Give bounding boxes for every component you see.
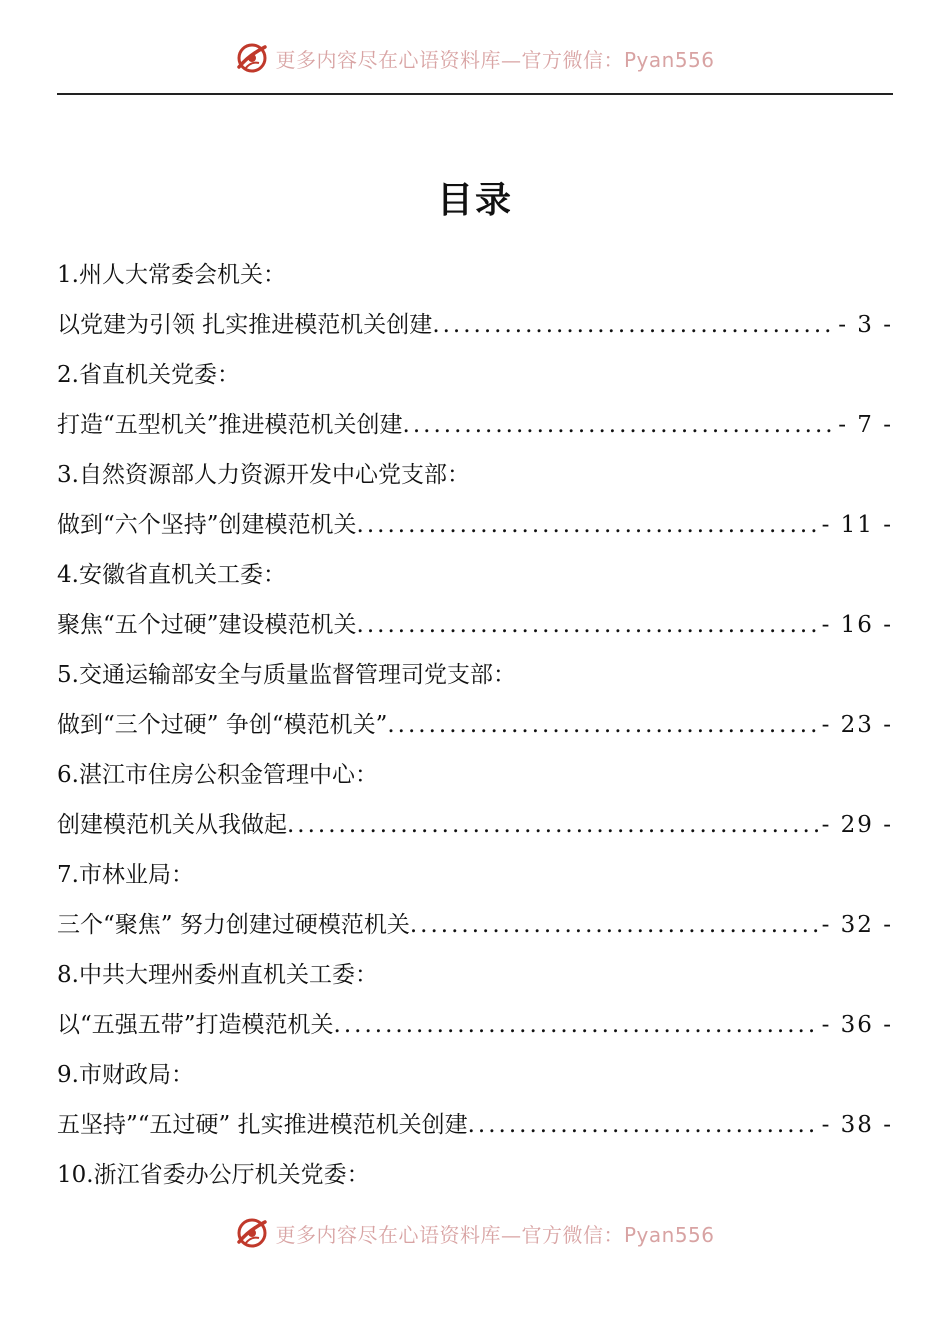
toc-page-number: - 11 -	[821, 512, 893, 538]
toc-heading: 3.自然资源部人力资源开发中心党支部：	[57, 462, 470, 488]
toc-leader-dots	[410, 900, 818, 950]
toc-entry[interactable]	[57, 700, 893, 750]
toc-heading: 5.交通运输部安全与质量监督管理司党支部：	[57, 662, 516, 688]
toc-heading: 10.浙江省委办公厅机关党委：	[57, 1162, 370, 1188]
toc-entry-title: 聚焦“五个过硬”建设模范机关	[57, 612, 357, 638]
toc-entry-title: 三个“聚焦” 努力创建过硬模范机关	[57, 912, 410, 938]
toc-heading: 9.市财政局：	[57, 1062, 194, 1088]
toc-leader-dots	[287, 800, 818, 850]
header-divider	[57, 93, 893, 95]
toc-heading: 8.中共大理州委州直机关工委：	[57, 962, 378, 988]
table-of-contents	[57, 250, 893, 1200]
toc-heading: 1.州人大常委会机关：	[57, 262, 286, 288]
toc-heading: 6.湛江市住房公积金管理中心：	[57, 762, 378, 788]
toc-leader-dots	[387, 700, 817, 750]
toc-entry-title: 打造“五型机关”推进模范机关创建	[57, 412, 403, 438]
toc-leader-dots	[432, 300, 834, 350]
toc-heading: 7.市林业局：	[57, 862, 194, 888]
toc-heading: 4.安徽省直机关工委：	[57, 562, 286, 588]
toc-leader-dots	[403, 400, 835, 450]
toc-entry[interactable]	[57, 1100, 893, 1150]
toc-entry-title: 做到“六个坚持”创建模范机关	[57, 512, 357, 538]
toc-entry-title: 以“五强五带”打造模范机关	[57, 1012, 334, 1038]
header-banner-text	[275, 44, 714, 73]
toc-entry-title: 做到“三个过硬” 争创“模范机关”	[57, 712, 388, 738]
toc-page-number: - 7 -	[838, 412, 893, 438]
toc-page-number: - 29 -	[821, 812, 893, 838]
footer-banner-id: Pyan556	[623, 1222, 715, 1247]
toc-entry[interactable]	[57, 800, 893, 850]
footer-banner-text	[275, 1219, 714, 1248]
toc-leader-dots	[357, 600, 818, 650]
toc-entry[interactable]	[57, 600, 893, 650]
toc-entry-title: 创建模范机关从我做起	[57, 812, 287, 838]
header-banner-id: Pyan556	[623, 47, 715, 72]
toc-page-number: - 3 -	[838, 312, 893, 338]
toc-page-number: - 32 -	[821, 912, 893, 938]
toc-page-number: - 16 -	[821, 612, 893, 638]
toc-entry[interactable]	[57, 900, 893, 950]
toc-entry[interactable]	[57, 400, 893, 450]
toc-page-number: - 38 -	[821, 1112, 893, 1138]
toc-heading: 2.省直机关党委：	[57, 362, 240, 388]
toc-leader-dots	[334, 1000, 818, 1050]
toc-leader-dots	[357, 500, 818, 550]
brush-logo-icon	[235, 41, 269, 75]
page-title: 目录	[436, 179, 513, 221]
toc-entry[interactable]	[57, 1000, 893, 1050]
toc-leader-dots	[468, 1100, 818, 1150]
toc-entry[interactable]	[57, 300, 893, 350]
toc-page-number: - 36 -	[821, 1012, 893, 1038]
toc-entry[interactable]	[57, 500, 893, 550]
header-banner-label: 更多内容尽在心语资料库—官方微信：	[275, 47, 624, 72]
toc-entry-title: 五坚持”“五过硬” 扎实推进模范机关创建	[57, 1112, 468, 1138]
footer-banner	[0, 1213, 950, 1253]
toc-page-number: - 23 -	[821, 712, 893, 738]
header-banner	[0, 38, 950, 78]
brush-logo-icon	[235, 1216, 269, 1250]
footer-banner-label: 更多内容尽在心语资料库—官方微信：	[275, 1222, 624, 1247]
toc-entry-title: 以党建为引领 扎实推进模范机关创建	[57, 312, 433, 338]
